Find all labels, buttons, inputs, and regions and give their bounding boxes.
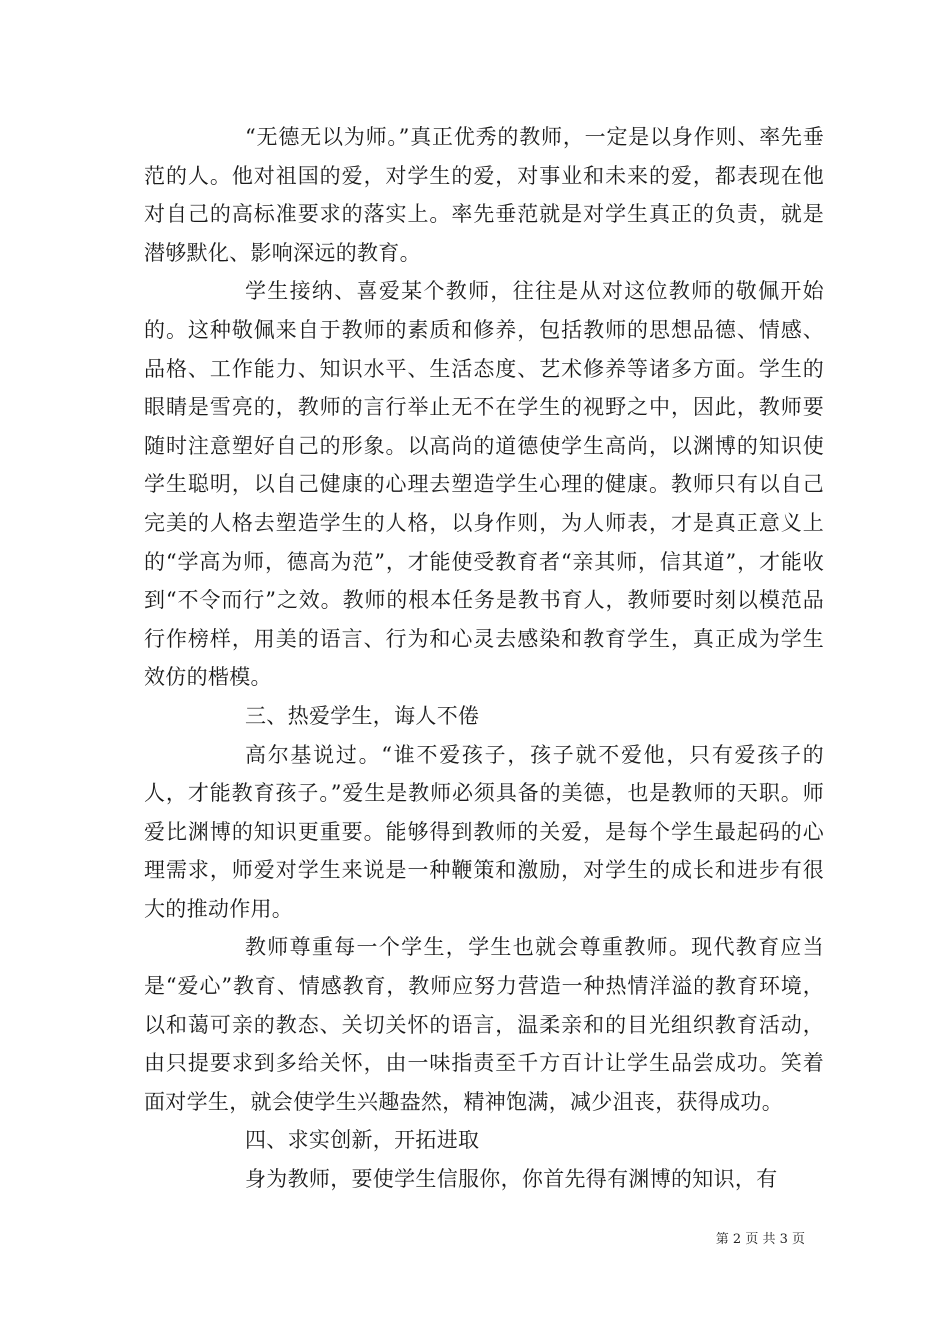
paragraph-2: 学生接纳、喜爱某个教师，往往是从对这位教师的敬佩开始的。这种敬佩来自于教师的素质和修养，包括教师的思想品德、情感、品格、工作能力、知识水平、生活态度、艺术修养等诸多方面。学生的眼睛是雪亮的，教师的言行举止无不在学生的视野之中，因此，教师要随时注意塑好自己的形象。以高尚的道德使学生高尚，以渊博的知识使学生聪明，以自己健康的心理去塑造学生心理的健康。教师只有以自己完美的人格去塑造学生的人格，以身作则，为人师表，才是真正意义上的“学高为师，德高为范”，才能使受教育者“亲其师，信其道”，才能收到“不令而行”之效。教师的根本任务是教书育人，教师要时刻以模范品行作榜样，用美的语言、行为和心灵去感染和教育学生，真正成为学生效仿的楷模。: [144, 279, 824, 690]
section-heading-3: 三、热爱学生，诲人不倦: [245, 703, 480, 728]
paragraph-3: 高尔基说过。“谁不爱孩子，孩子就不爱他，只有爱孩子的人，才能教育孩子。”爱生是教师必须具备的美德，也是教师的天职。师爱比渊博的知识更重要。能够得到教师的关爱，是每个学生最起码的心理需求，师爱对学生来说是一种鞭策和激励，对学生的成长和进步有很大的推动作用。: [144, 742, 824, 921]
document-page: [144, 118, 824, 1199]
section-heading-4: 四、求实创新，开拓进取: [245, 1128, 480, 1153]
paragraph-5: 身为教师，要使学生信服你，你首先得有渊博的知识，有: [245, 1167, 778, 1192]
paragraph-1: “无德无以为师。”真正优秀的教师，一定是以身作则、率先垂范的人。他对祖国的爱，对学生的爱，对事业和未来的爱，都表现在他对自己的高标准要求的落实上。率先垂范就是对学生真正的负责，就是潜够默化、影响深远的教育。: [144, 125, 824, 265]
paragraph-4: 教师尊重每一个学生，学生也就会尊重教师。现代教育应当是“爱心”教育、情感教育，教师应努力营造一种热情洋溢的教育环境，以和蔼可亲的教态、关切关怀的语言，温柔亲和的目光组织教育活动，由只提要求到多给关怀，由一味指责至千方百计让学生品尝成功。笑着面对学生，就会使学生兴趣盎然，精神饱满，减少沮丧，获得成功。: [144, 935, 824, 1114]
page-number-footer: 第 2 页 共 3 页: [715, 1232, 805, 1247]
